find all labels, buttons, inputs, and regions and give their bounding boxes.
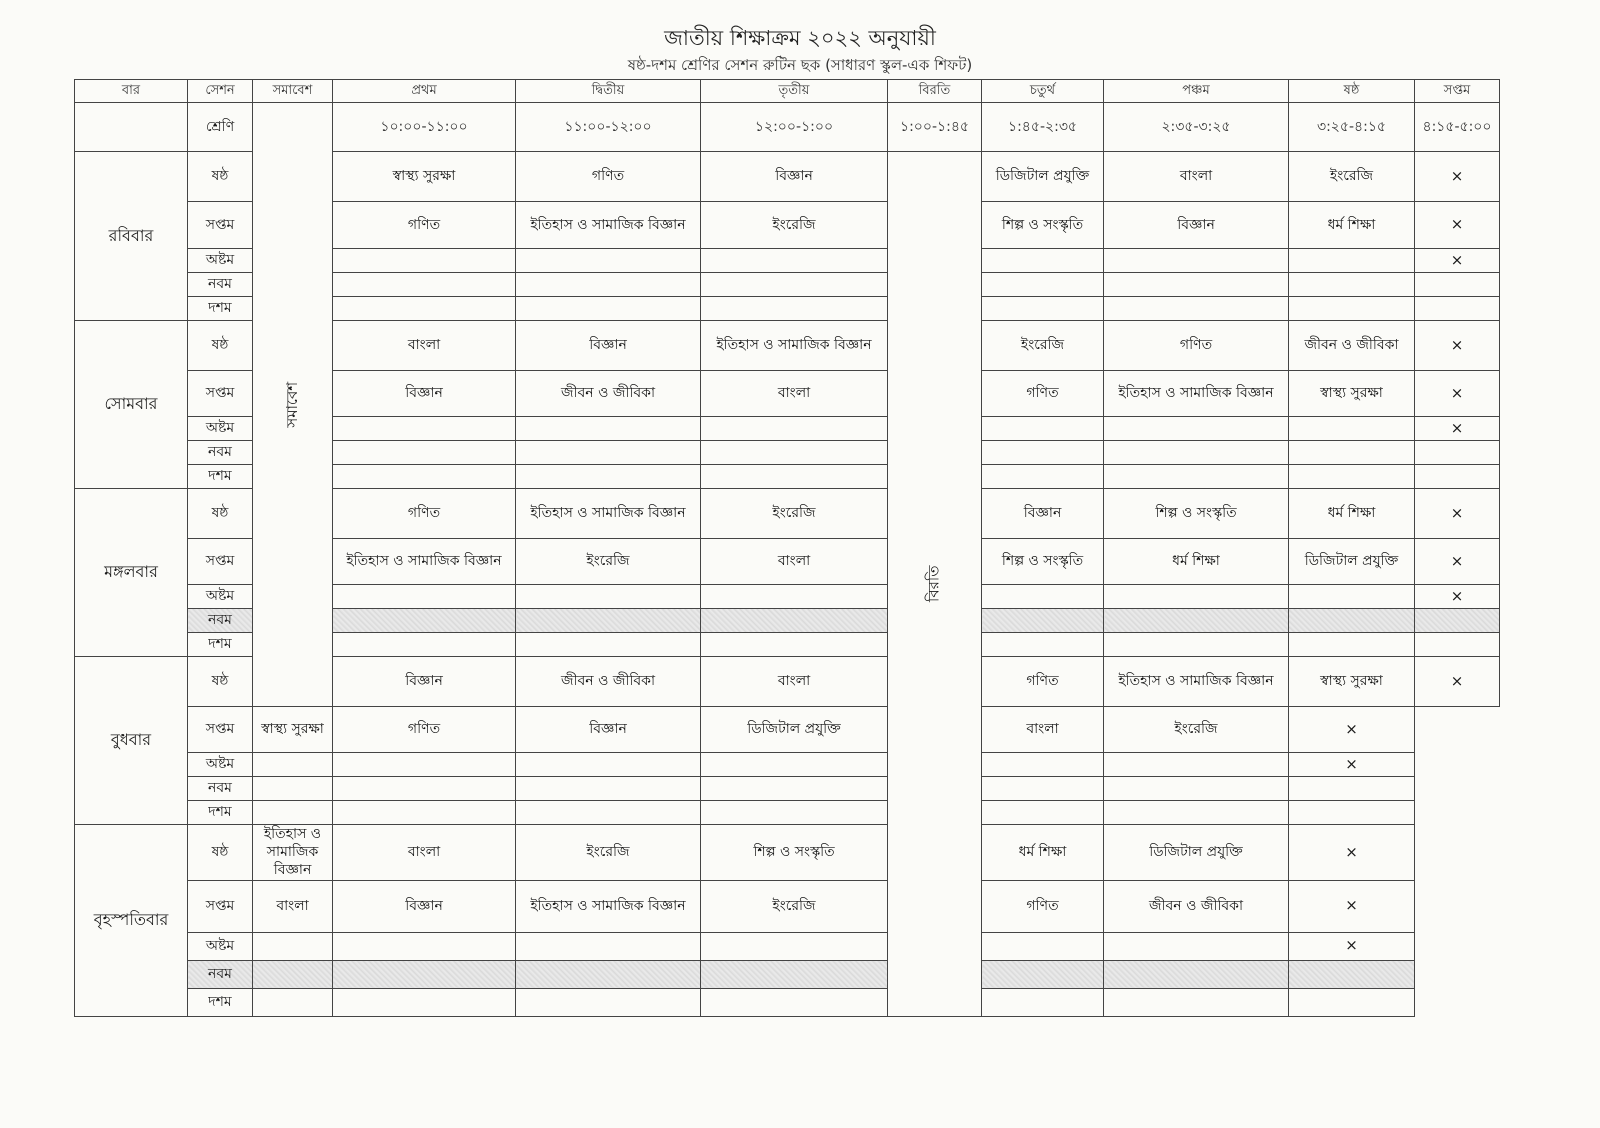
subject-cell: গণিত [982, 880, 1104, 932]
period-7-cell [1415, 297, 1500, 321]
subject-cell [516, 465, 701, 489]
period-7-cell: × [1415, 371, 1500, 417]
subject-cell: ইতিহাস ও সামাজিক বিজ্ঞান [516, 202, 701, 249]
subject-cell [333, 609, 516, 633]
subject-cell [516, 273, 701, 297]
subject-cell [701, 273, 888, 297]
subject-cell: জীবন ও জীবিকা [1104, 880, 1289, 932]
subject-cell [516, 988, 701, 1016]
table-row [75, 753, 1500, 777]
subject-cell [1289, 297, 1415, 321]
subject-cell [1289, 273, 1415, 297]
subject-cell: বিজ্ঞান [982, 489, 1104, 539]
subject-cell: বিজ্ঞান [516, 707, 701, 753]
class-cell: সপ্তম [188, 539, 253, 585]
col-header-period-5: পঞ্চম [1104, 80, 1289, 103]
subject-cell [1289, 417, 1415, 441]
subject-cell: বাংলা [1104, 152, 1289, 202]
subject-cell: ইতিহাস ও সামাজিক বিজ্ঞান [516, 489, 701, 539]
class-cell: ষষ্ঠ [188, 489, 253, 539]
subject-cell: ইতিহাস ও সামাজিক বিজ্ঞান [1104, 371, 1289, 417]
period-7-cell: × [1415, 321, 1500, 371]
subject-cell: বাংলা [701, 657, 888, 707]
subject-cell [701, 960, 888, 988]
subject-cell [1104, 609, 1289, 633]
subject-cell [516, 441, 701, 465]
period-7-cell: × [1415, 417, 1500, 441]
col-header-period-6: ষষ্ঠ [1289, 80, 1415, 103]
subject-cell [333, 441, 516, 465]
subject-cell: জীবন ও জীবিকা [516, 371, 701, 417]
subject-cell: ধর্ম শিক্ষা [982, 825, 1104, 881]
day-cell: মঙ্গলবার [75, 489, 188, 657]
subject-cell: ইংরেজি [701, 880, 888, 932]
class-cell: অষ্টম [188, 249, 253, 273]
subject-cell: ইংরেজি [1104, 707, 1289, 753]
subject-cell [701, 753, 888, 777]
break-column [888, 152, 982, 1017]
class-cell: নবম [188, 441, 253, 465]
subject-cell: ডিজিটাল প্রযুক্তি [701, 707, 888, 753]
subject-cell [1104, 249, 1289, 273]
period-7-cell [1415, 273, 1500, 297]
routine-table [74, 79, 1500, 1017]
subject-cell [333, 960, 516, 988]
subject-cell [1104, 465, 1289, 489]
period-7-cell [1415, 609, 1500, 633]
subject-cell: স্বাস্থ্য সুরক্ষা [1289, 657, 1415, 707]
subject-cell: ইংরেজি [1289, 152, 1415, 202]
subject-cell [982, 465, 1104, 489]
subject-cell: বাংলা [333, 825, 516, 881]
subject-cell [333, 801, 516, 825]
time-row [75, 103, 1500, 152]
subject-cell [1289, 465, 1415, 489]
subject-cell: ইংরেজি [701, 202, 888, 249]
col-header-session: সেশন [188, 80, 253, 103]
subject-cell [516, 801, 701, 825]
period-7-cell [1289, 777, 1415, 801]
subject-cell [516, 609, 701, 633]
subject-cell: ধর্ম শিক্ষা [1289, 489, 1415, 539]
period-7-cell [1415, 441, 1500, 465]
subject-cell [982, 441, 1104, 465]
class-cell: সপ্তম [188, 202, 253, 249]
subject-cell: ধর্ম শিক্ষা [1289, 202, 1415, 249]
assembly-label: সমাবেশ [282, 381, 301, 428]
period-7-cell [1289, 988, 1415, 1016]
subject-cell: গণিত [1104, 321, 1289, 371]
period-7-cell: × [1415, 585, 1500, 609]
subject-cell: শিল্প ও সংস্কৃতি [982, 202, 1104, 249]
subject-cell [701, 801, 888, 825]
document-subtitle: ষষ্ঠ-দশম শ্রেণির সেশন রুটিন ছক (সাধারণ স্কুল-এক শিফট) [627, 56, 973, 74]
subject-cell [1104, 960, 1289, 988]
subject-cell [516, 585, 701, 609]
subject-cell: গণিত [333, 707, 516, 753]
subject-cell: শিল্প ও সংস্কৃতি [982, 539, 1104, 585]
subject-cell [516, 249, 701, 273]
subject-cell [333, 988, 516, 1016]
class-cell: নবম [188, 273, 253, 297]
subject-cell: স্বাস্থ্য সুরক্ষা [253, 707, 333, 753]
subject-cell [982, 988, 1104, 1016]
table-row [75, 801, 1500, 825]
subject-cell: ডিজিটাল প্রযুক্তি [1289, 539, 1415, 585]
period-7-cell: × [1415, 539, 1500, 585]
time-period-5: ২:৩৫-৩:২৫ [1104, 103, 1289, 152]
subject-cell [701, 465, 888, 489]
subject-cell: বিজ্ঞান [1104, 202, 1289, 249]
subject-cell [516, 777, 701, 801]
class-cell: অষ্টম [188, 753, 253, 777]
col-header-period-3: তৃতীয় [701, 80, 888, 103]
subject-cell [333, 273, 516, 297]
subject-cell: ইতিহাস ও সামাজিক বিজ্ঞান [333, 539, 516, 585]
table-row [75, 932, 1500, 960]
subject-cell [701, 988, 888, 1016]
subject-cell: বাংলা [253, 880, 333, 932]
class-cell: দশম [188, 633, 253, 657]
subject-cell [701, 297, 888, 321]
subject-cell [1104, 297, 1289, 321]
subject-cell: স্বাস্থ্য সুরক্ষা [1289, 371, 1415, 417]
subject-cell [701, 777, 888, 801]
subject-cell [982, 417, 1104, 441]
subject-cell [982, 273, 1104, 297]
day-cell: রবিবার [75, 152, 188, 321]
subject-cell [516, 932, 701, 960]
col-header-period-7: সপ্তম [1415, 80, 1500, 103]
subject-cell [1104, 273, 1289, 297]
subject-cell [1104, 633, 1289, 657]
subject-cell: ইতিহাস ও সামাজিক বিজ্ঞান [516, 880, 701, 932]
class-cell: নবম [188, 609, 253, 633]
subject-cell: ইতিহাস ও সামাজিক বিজ্ঞান [253, 825, 333, 881]
period-7-cell [1415, 465, 1500, 489]
subject-cell [701, 609, 888, 633]
subject-cell: বাংলা [701, 371, 888, 417]
col-header-assembly: সমাবেশ [253, 80, 333, 103]
time-period-4: ১:৪৫-২:৩৫ [982, 103, 1104, 152]
subject-cell [982, 297, 1104, 321]
class-cell: দশম [188, 988, 253, 1016]
table-row [75, 880, 1500, 932]
class-cell: ষষ্ঠ [188, 321, 253, 371]
subject-cell: বাংলা [333, 321, 516, 371]
class-cell: অষ্টম [188, 932, 253, 960]
subject-cell: জীবন ও জীবিকা [516, 657, 701, 707]
table-row [75, 960, 1500, 988]
subject-cell [516, 960, 701, 988]
subject-cell [701, 441, 888, 465]
subject-cell: বাংলা [701, 539, 888, 585]
time-break: ১:০০-১:৪৫ [888, 103, 982, 152]
subject-cell [701, 249, 888, 273]
class-cell: অষ্টম [188, 417, 253, 441]
class-cell: দশম [188, 801, 253, 825]
subject-cell: শিল্প ও সংস্কৃতি [1104, 489, 1289, 539]
subject-cell [1104, 988, 1289, 1016]
period-7-cell: × [1289, 707, 1415, 753]
time-period-3: ১২:০০-১:০০ [701, 103, 888, 152]
subject-cell [982, 753, 1104, 777]
subject-cell: ধর্ম শিক্ষা [1104, 539, 1289, 585]
subject-cell: বিজ্ঞান [333, 880, 516, 932]
period-7-cell: × [1415, 249, 1500, 273]
period-7-cell: × [1415, 657, 1500, 707]
time-row-day-cell [75, 103, 188, 152]
period-7-cell: × [1415, 152, 1500, 202]
subject-cell [1289, 585, 1415, 609]
subject-cell: বিজ্ঞান [516, 321, 701, 371]
subject-cell [333, 932, 516, 960]
period-7-cell: × [1415, 202, 1500, 249]
break-label: বিরতি [924, 565, 943, 602]
class-cell: সপ্তম [188, 707, 253, 753]
subject-cell [1104, 753, 1289, 777]
time-period-1: ১০:০০-১১:০০ [333, 103, 516, 152]
period-7-cell: × [1289, 825, 1415, 881]
document-title: জাতীয় শিক্ষাক্রম ২০২২ অনুযায়ী [664, 26, 936, 50]
day-cell: বুধবার [75, 657, 188, 825]
subject-cell [1289, 441, 1415, 465]
subject-cell: গণিত [333, 202, 516, 249]
subject-cell: স্বাস্থ্য সুরক্ষা [333, 152, 516, 202]
class-cell: দশম [188, 297, 253, 321]
class-cell: ষষ্ঠ [188, 657, 253, 707]
class-cell: ষষ্ঠ [188, 152, 253, 202]
subject-cell [982, 801, 1104, 825]
subject-cell [333, 777, 516, 801]
subject-cell: ইংরেজি [701, 489, 888, 539]
subject-cell [1104, 801, 1289, 825]
subject-cell [253, 988, 333, 1016]
assembly-column [253, 103, 333, 707]
subject-cell [333, 417, 516, 441]
table-row [75, 777, 1500, 801]
col-header-period-1: প্রথম [333, 80, 516, 103]
class-cell: সপ্তম [188, 880, 253, 932]
subject-cell: বিজ্ঞান [333, 371, 516, 417]
subject-cell: গণিত [982, 371, 1104, 417]
subject-cell [701, 633, 888, 657]
col-header-break: বিরতি [888, 80, 982, 103]
subject-cell [333, 465, 516, 489]
subject-cell [253, 753, 333, 777]
subject-cell: গণিত [516, 152, 701, 202]
class-cell: সপ্তম [188, 371, 253, 417]
subject-cell [982, 609, 1104, 633]
subject-cell: ইতিহাস ও সামাজিক বিজ্ঞান [701, 321, 888, 371]
subject-cell [333, 249, 516, 273]
subject-cell [333, 585, 516, 609]
subject-cell [982, 633, 1104, 657]
subject-cell [701, 932, 888, 960]
col-header-day: বার [75, 80, 188, 103]
subject-cell: শিল্প ও সংস্কৃতি [701, 825, 888, 881]
subject-cell: বিজ্ঞান [333, 657, 516, 707]
subject-cell [1289, 249, 1415, 273]
class-cell: নবম [188, 777, 253, 801]
col-header-period-4: চতুর্থ [982, 80, 1104, 103]
subject-cell: গণিত [333, 489, 516, 539]
subject-cell: ইংরেজি [982, 321, 1104, 371]
period-7-cell: × [1289, 753, 1415, 777]
time-period-2: ১১:০০-১২:০০ [516, 103, 701, 152]
subject-cell [253, 777, 333, 801]
subject-cell [253, 932, 333, 960]
subject-cell [982, 777, 1104, 801]
time-row-label: শ্রেণি [188, 103, 253, 152]
table-row [75, 707, 1500, 753]
subject-cell [982, 960, 1104, 988]
subject-cell [516, 753, 701, 777]
subject-cell: ইতিহাস ও সামাজিক বিজ্ঞান [1104, 657, 1289, 707]
subject-cell [1104, 441, 1289, 465]
table-row [75, 988, 1500, 1016]
subject-cell [333, 753, 516, 777]
subject-cell [516, 633, 701, 657]
period-7-cell [1289, 960, 1415, 988]
subject-cell: গণিত [982, 657, 1104, 707]
subject-cell: ডিজিটাল প্রযুক্তি [982, 152, 1104, 202]
subject-cell: বিজ্ঞান [701, 152, 888, 202]
subject-cell [1289, 633, 1415, 657]
subject-cell: জীবন ও জীবিকা [1289, 321, 1415, 371]
subject-cell: ডিজিটাল প্রযুক্তি [1104, 825, 1289, 881]
subject-cell [982, 249, 1104, 273]
subject-cell [701, 417, 888, 441]
subject-cell: বাংলা [982, 707, 1104, 753]
subject-cell [516, 417, 701, 441]
time-period-6: ৩:২৫-৪:১৫ [1289, 103, 1415, 152]
period-7-cell [1415, 633, 1500, 657]
subject-cell [333, 297, 516, 321]
subject-cell: ইংরেজি [516, 825, 701, 881]
col-header-period-2: দ্বিতীয় [516, 80, 701, 103]
period-7-cell: × [1289, 932, 1415, 960]
header-row [75, 80, 1500, 103]
subject-cell [701, 585, 888, 609]
class-cell: নবম [188, 960, 253, 988]
subject-cell [1104, 585, 1289, 609]
subject-cell: ইংরেজি [516, 539, 701, 585]
subject-cell [253, 960, 333, 988]
subject-cell [982, 932, 1104, 960]
table-row [75, 825, 1500, 881]
subject-cell [1289, 609, 1415, 633]
day-cell: বৃহস্পতিবার [75, 825, 188, 1017]
period-7-cell [1289, 801, 1415, 825]
day-cell: সোমবার [75, 321, 188, 489]
subject-cell [333, 633, 516, 657]
time-period-7: ৪:১৫-৫:০০ [1415, 103, 1500, 152]
class-cell: অষ্টম [188, 585, 253, 609]
period-7-cell: × [1415, 489, 1500, 539]
subject-cell [516, 297, 701, 321]
subject-cell [1104, 777, 1289, 801]
class-cell: দশম [188, 465, 253, 489]
subject-cell [1104, 932, 1289, 960]
subject-cell [253, 801, 333, 825]
class-cell: ষষ্ঠ [188, 825, 253, 881]
period-7-cell: × [1289, 880, 1415, 932]
subject-cell [1104, 417, 1289, 441]
subject-cell [982, 585, 1104, 609]
